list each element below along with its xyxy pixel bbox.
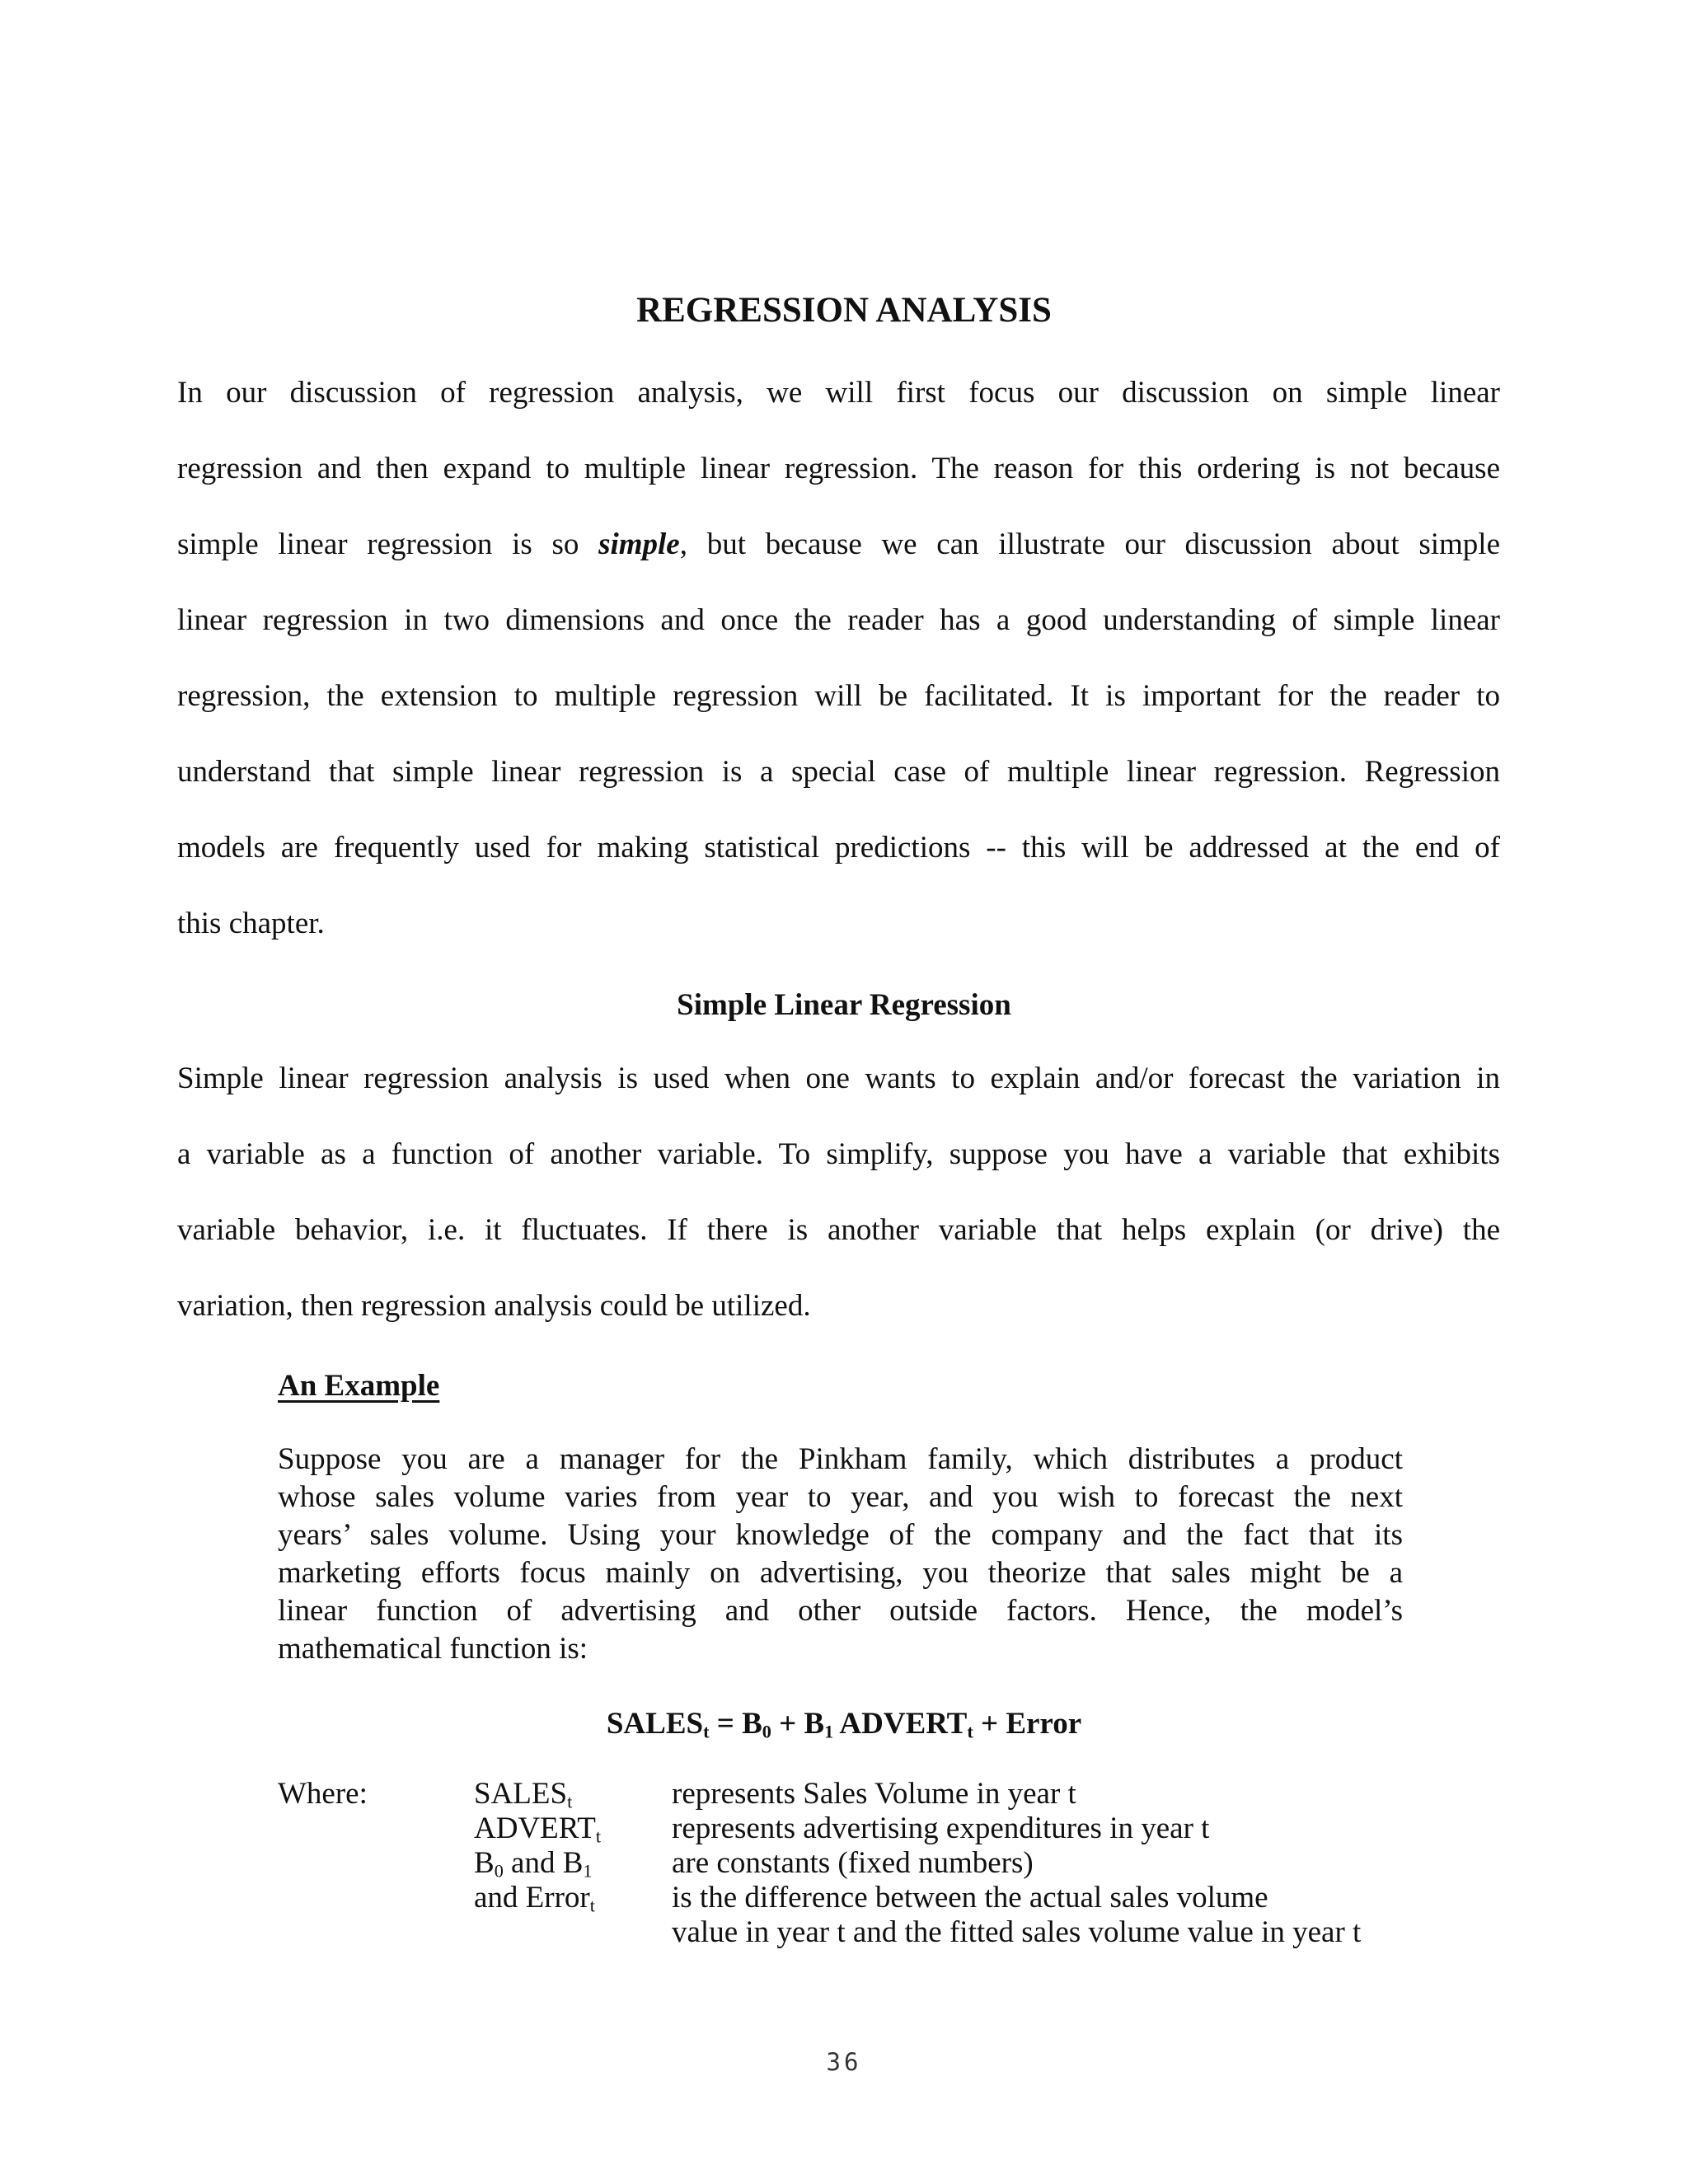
term-b0: B [474,1846,495,1880]
intro-line-2: regression and then expand to multiple linear regression. The reason for this ordering is not because [177,452,1500,485]
definition-desc-advert: represents advertising expenditures in year t [672,1811,1210,1845]
term-error: and Error [474,1881,590,1915]
example-line-6: mathematical function is: [278,1632,588,1666]
example-heading: An Example [278,1369,440,1403]
where-label: Where: [278,1777,368,1811]
intro-line-8: this chapter. [177,907,325,940]
example-line-1: Suppose you are a manager for the Pinkham family, which distributes a product [278,1442,1403,1476]
section-line-3: variable behavior, i.e. it fluctuates. If there is another variable that helps explain (or drive) the [177,1213,1500,1247]
formula-error: + Error [973,1707,1082,1741]
section-line-2: a variable as a function of another variable. To simplify, suppose you have a variable that exhibits [177,1137,1500,1171]
formula-eq-b: = B [709,1707,762,1741]
section-heading: Simple Linear Regression [677,988,1011,1022]
example-line-3: years’ sales volume. Using your knowledge of the company and the fact that its [278,1518,1403,1552]
definition-term-advert [474,1811,601,1848]
term-b1-sub: 1 [583,1860,593,1882]
term-error-sub: t [589,1895,595,1916]
term-sales: SALES [474,1777,568,1811]
term-advert-sub: t [595,1825,601,1847]
definition-term-error [474,1880,595,1917]
term-b0-sub: 0 [494,1860,504,1882]
example-line-5: linear function of advertising and other outside factors. Hence, the model’s [278,1594,1403,1628]
intro-line-3 [177,529,1500,560]
intro-line-3-part-1: simple linear regression is so [177,527,599,561]
formula-sub-1: 1 [824,1721,834,1742]
definition-desc-error: is the difference between the actual sales volume [672,1881,1268,1915]
regression-formula [0,1706,1688,1743]
intro-line-7: models are frequently used for making statistical predictions -- this will be addressed at the end of [177,831,1500,865]
definition-term-sales [474,1776,572,1813]
intro-line-6: understand that simple linear regression is a special case of multiple linear regression. Regression [177,755,1500,789]
intro-line-5: regression, the extension to multiple regression will be facilitated. It is important for the reader to [177,679,1500,713]
definition-desc-error-continued: value in year t and the fitted sales volume value in year t [672,1915,1362,1949]
formula-sub-t-2: t [967,1721,973,1742]
page-number: 36 [826,2048,862,2076]
formula-sub-0: 0 [762,1721,771,1742]
intro-line-1: In our discussion of regression analysis, we will first focus our discussion on simple linear [177,376,1500,410]
term-and-b1: and B [503,1846,584,1880]
definition-desc-constants: are constants (fixed numbers) [672,1846,1034,1880]
term-sales-sub: t [567,1791,573,1812]
formula-sales: SALES [606,1707,704,1741]
definition-term-constants [474,1845,592,1882]
page-title: REGRESSION ANALYSIS [636,291,1052,330]
emphasis-simple: simple [598,527,680,561]
formula-sub-t-1: t [703,1721,710,1742]
section-line-1: Simple linear regression analysis is used when one wants to explain and/or forecast the variation in [177,1062,1500,1095]
term-advert: ADVERT [474,1811,596,1845]
section-line-4: variation, then regression analysis could be utilized. [177,1289,811,1323]
example-line-4: marketing efforts focus mainly on advertising, you theorize that sales might be a [278,1556,1403,1590]
intro-line-4: linear regression in two dimensions and once the reader has a good understanding of simple linear [177,603,1500,637]
definition-desc-sales: represents Sales Volume in year t [672,1777,1076,1811]
formula-plus-b: + B [771,1707,825,1741]
formula-advert: ADVERT [833,1707,968,1741]
example-line-2: whose sales volume varies from year to year, and you wish to forecast the next [278,1480,1403,1514]
intro-line-3-part-2: , but because we can illustrate our discussion about simple [679,527,1501,561]
